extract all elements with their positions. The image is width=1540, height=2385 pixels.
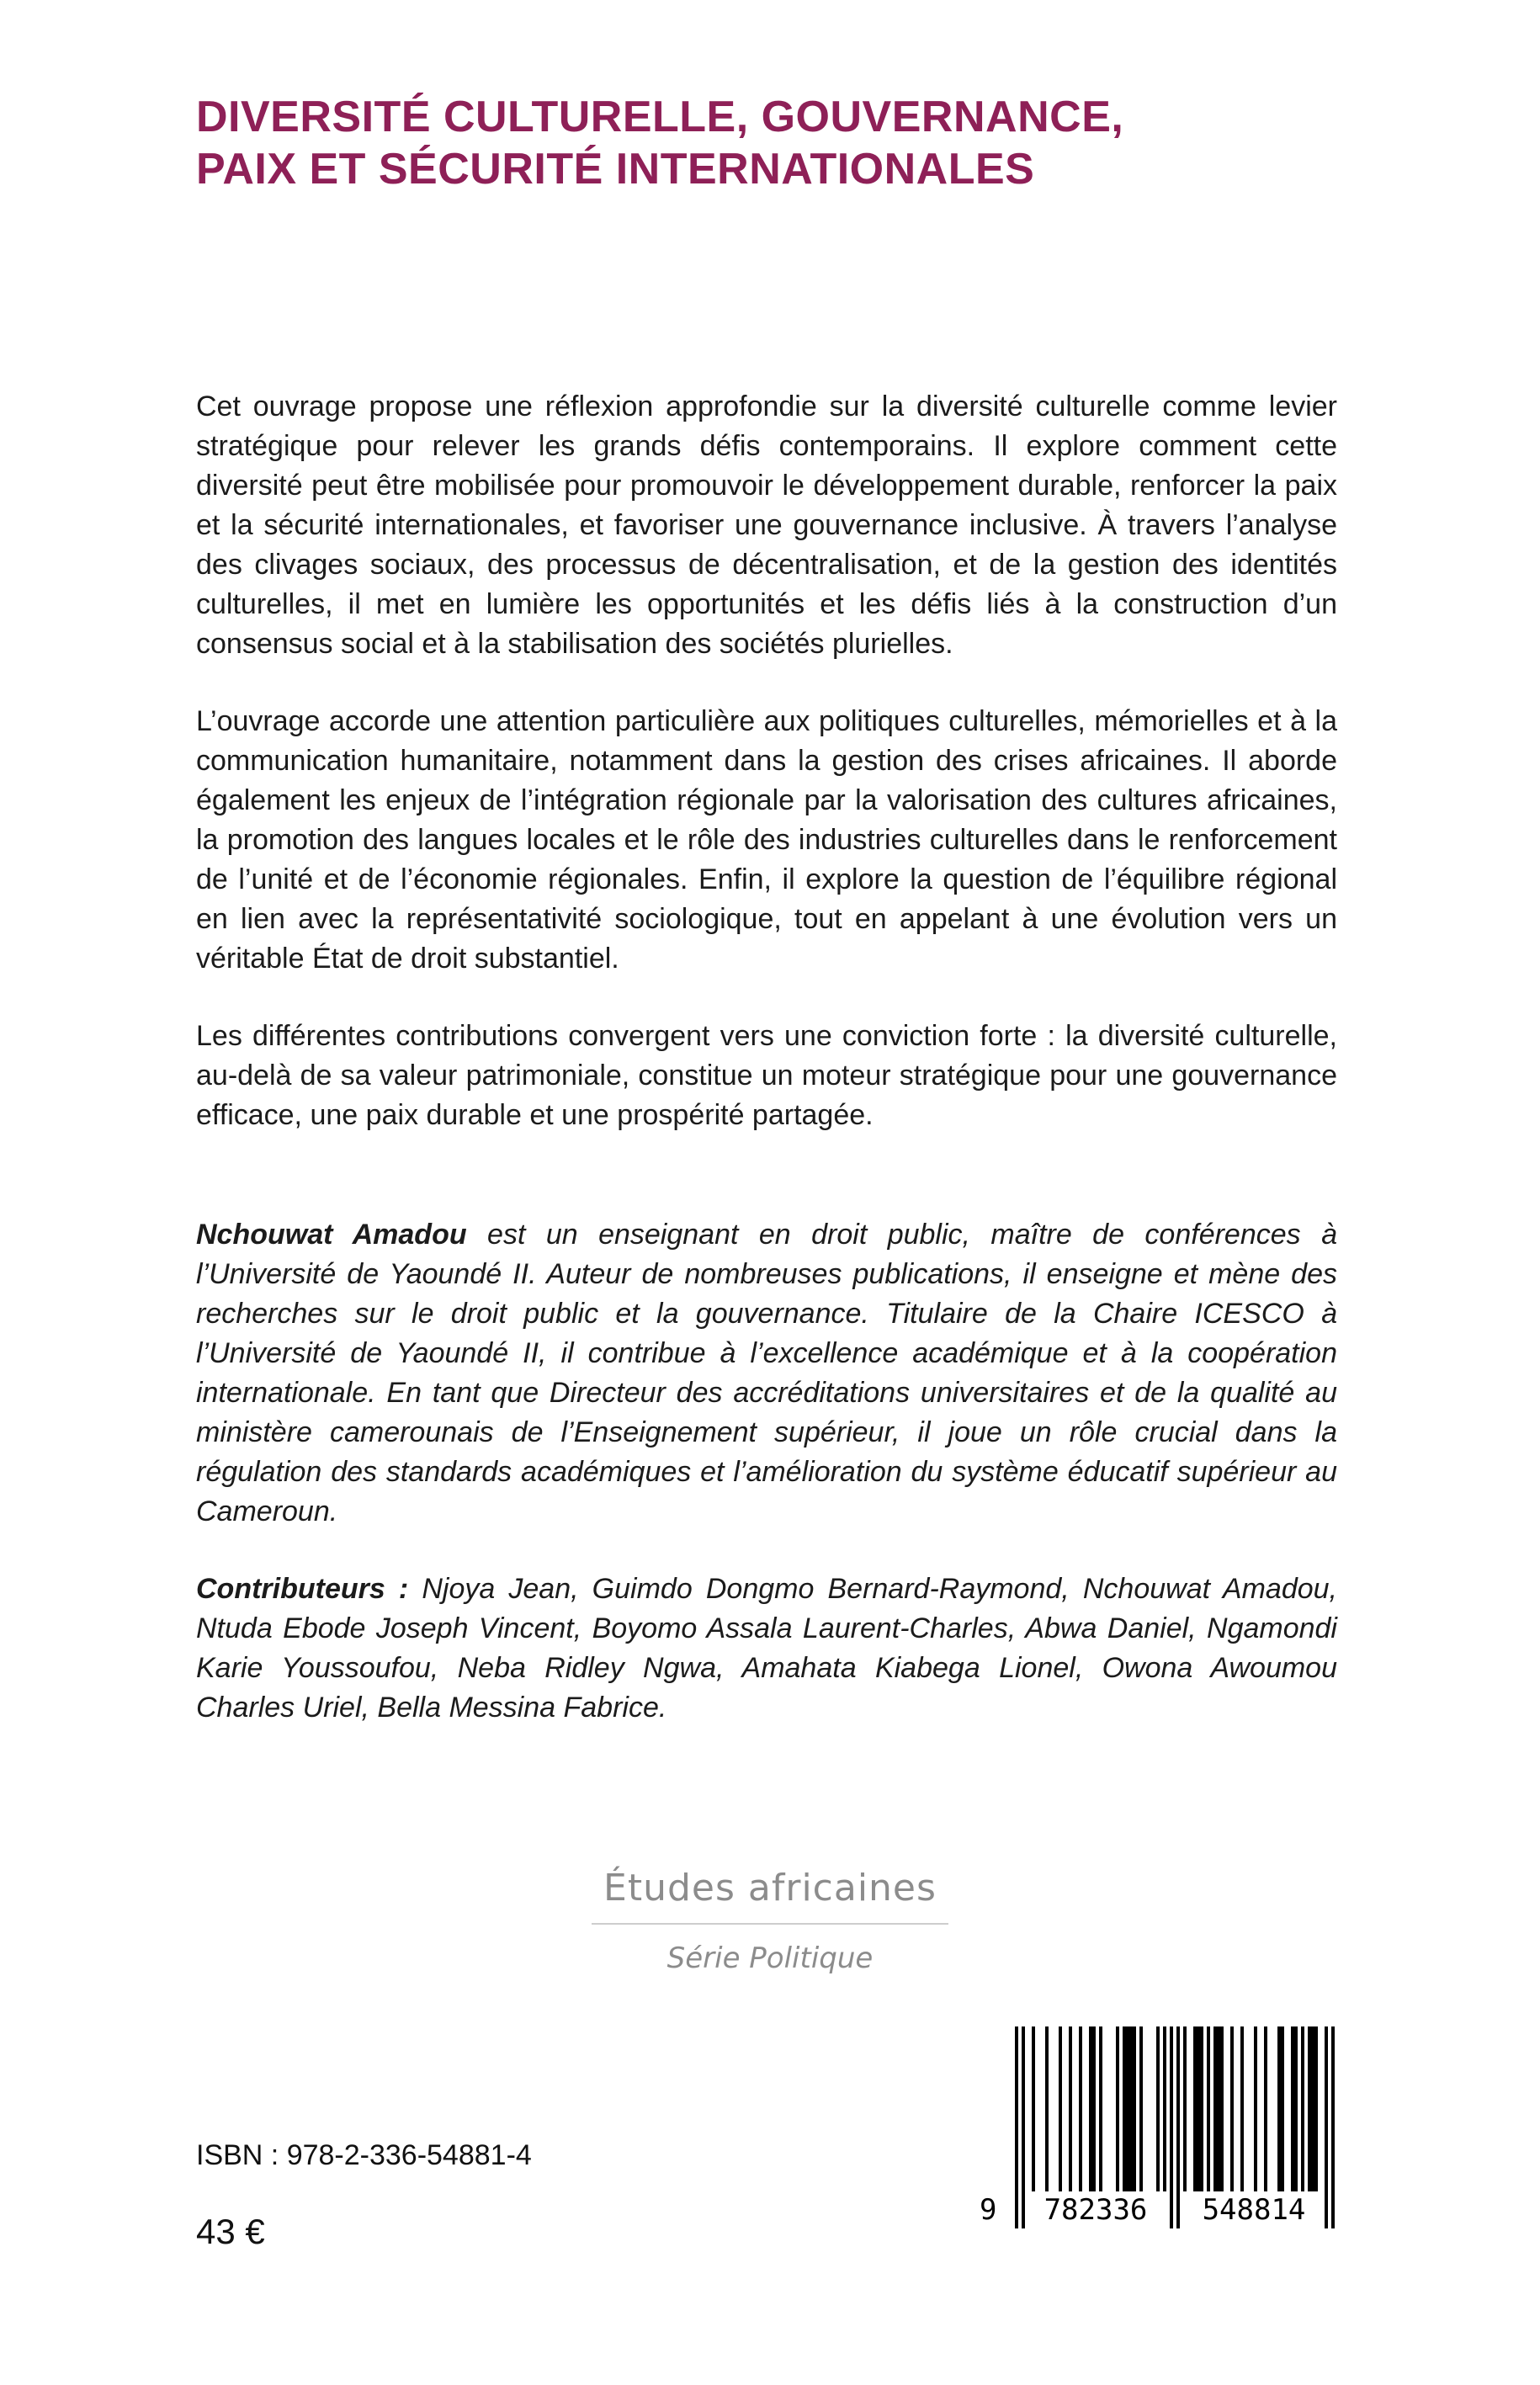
synopsis-paragraph-1: Cet ouvrage propose une réflexion approfondie sur la diversité culturelle comme levier stratégique pour relever les grands défis contemporains. Il explore comment cette diversité peut être mobilisée pour promouvoir le développement durable, renforcer la paix et la sécurité internationales, et favoriser une gouvernance inclusive. À travers l’analyse des clivages sociaux, des processus de décentralisation, et de la gestion des identités culturelles, il met en lumière les opportunités et les défis liés à la construction d’un consensus social et à la stabilisation des sociétés plurielles. (196, 390, 1337, 660)
isbn-text: ISBN : 978-2-336-54881-4 (196, 2139, 532, 2171)
collection-block (0, 1867, 1540, 1975)
collection-line (0, 1867, 1540, 1925)
author-bio-text: est un enseignant en droit public, maître de conférences à l’Université de Yaoundé II. Auteur de nombreuses publications, il enseigne et mène des recherches sur le droit public et la gouvernance. Titulaire de la Chaire ICESCO à l’Université de Yaoundé II, il contribue à l’excellence académique et à la coopération internationale. En tant que Directeur des accréditations universitaires et de la qualité au ministère camerounais de l’Enseignement supérieur, il joue un rôle crucial dans la régulation des standards académiques et l’amélioration du système éducatif supérieur au Cameroun. (196, 1219, 1337, 1527)
contributors (196, 1570, 1337, 1728)
price-text: 43 € (196, 2212, 265, 2251)
back-cover-text (196, 387, 1337, 1766)
series-name: Série Politique (666, 1941, 874, 1975)
barcode-digit-system: 9 (980, 2193, 997, 2227)
collection-name: Études africaines (592, 1867, 948, 1925)
book-title-line2: PAIX ET SÉCURITÉ INTERNATIONALES (196, 145, 1035, 194)
contributors-label: Contributeurs : (196, 1573, 409, 1605)
contributors-names: Njoya Jean, Guimdo Dongmo Bernard-Raymond, Nchouwat Amadou, Ntuda Ebode Joseph Vincent, Boyomo Assala Laurent-Charles, Abwa Daniel, Ngamondi Karie Youssoufou, Neba Ridley Ngwa, Amahata Kiabega Lionel, Owona Awoumou Charles Uriel, Bella Messina Fabrice. (196, 1573, 1337, 1724)
barcode (980, 2026, 1335, 2237)
synopsis-paragraph-3: Les différentes contributions convergent vers une conviction forte : la diversité culturelle, au-delà de sa valeur patrimoniale, constitue un moteur stratégique pour une gouvernance efficace, une paix durable et une prospérité partagée. (196, 1020, 1337, 1131)
barcode-digits-left-group: 782336 (1043, 2193, 1148, 2227)
book-title-line1: DIVERSITÉ CULTURELLE, GOUVERNANCE, (196, 93, 1124, 141)
synopsis-paragraph-2: L’ouvrage accorde une attention particulière aux politiques culturelles, mémorielles et à la communication humanitaire, notamment dans la gestion des crises africaines. Il aborde également les enjeux de l’intégration régionale par la valorisation des cultures africaines, la promotion des langues locales et le rôle des industries culturelles dans le renforcement de l’unité et de l’économie régionales. Enfin, il explore la question de l’équilibre régional en lien avec la représentativité sociologique, tout en appelant à une évolution vers un véritable État de droit substantiel. (196, 705, 1337, 975)
barcode-digits-right-group: 548814 (1202, 2193, 1306, 2227)
author-bio (196, 1215, 1337, 1532)
book-title (196, 91, 1391, 195)
author-name: Nchouwat Amadou (196, 1219, 467, 1251)
